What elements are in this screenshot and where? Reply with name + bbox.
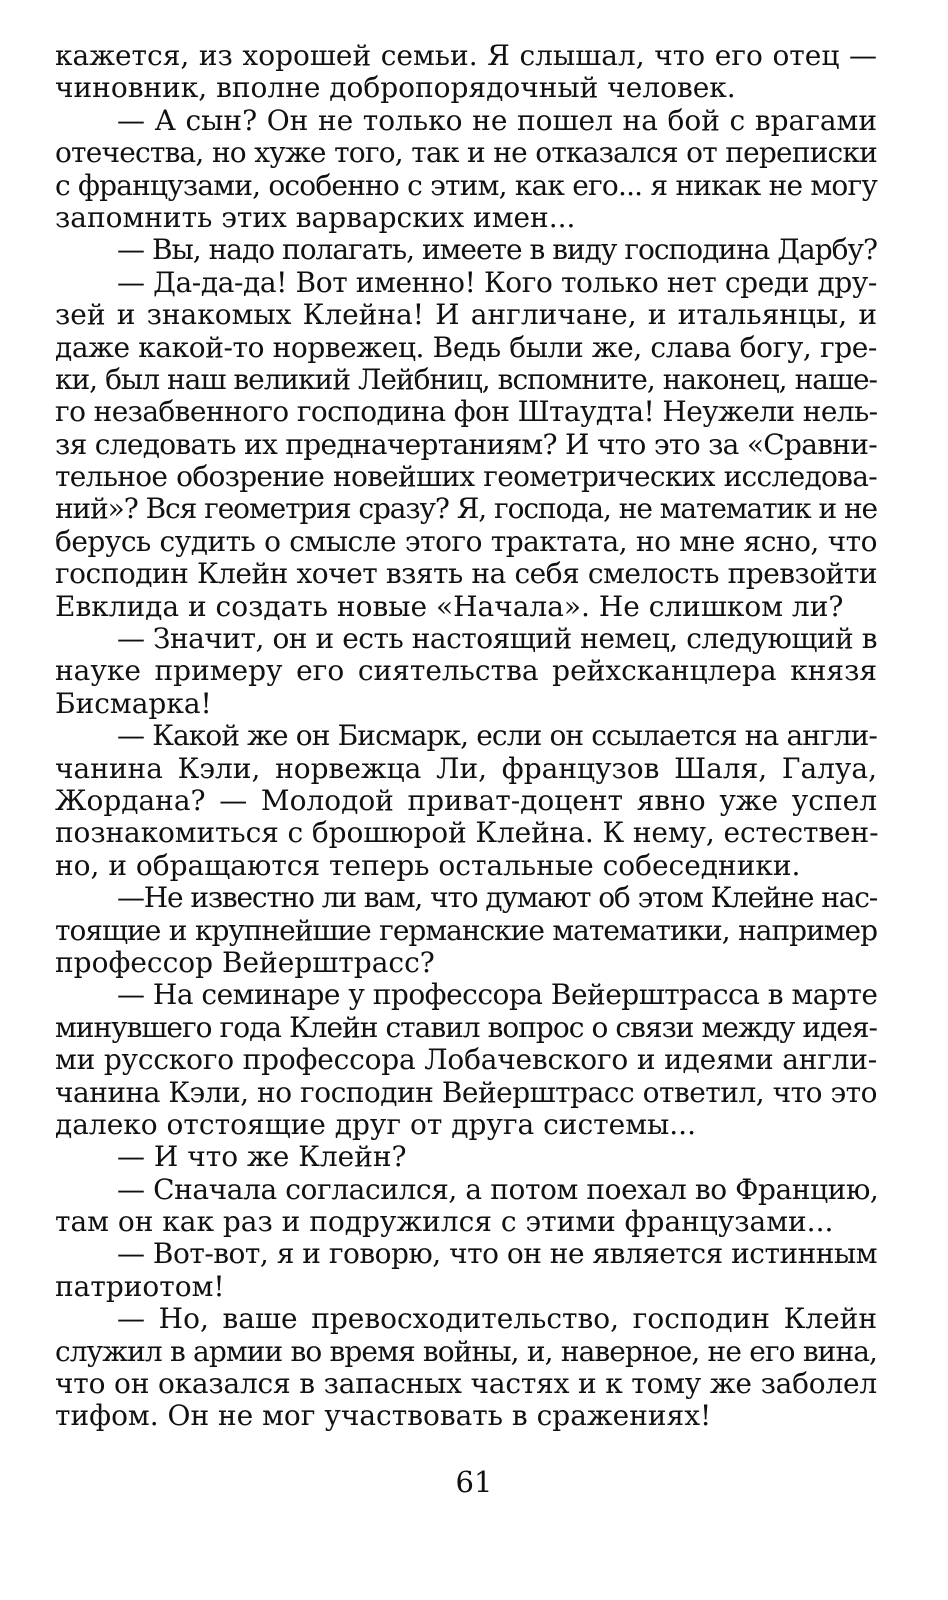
paragraph [55,1303,877,1433]
text-line: науке примеру его сиятельства рейхсканцлера князя [55,654,877,688]
text-line: — И что же Клейн? [117,1140,407,1174]
paragraph [55,40,877,105]
paragraph [55,1238,877,1303]
text-line: — Вы, надо полагать, имеете в виду господина Дарбу? [117,233,877,267]
text-line: чанина Кэли, норвежца Ли, французов Шаля, Галуа, [55,751,877,785]
text-line: тоящие и крупнейшие германские математики, например [55,913,877,947]
paragraph [55,105,877,235]
paragraph [55,623,877,720]
text-line: берусь судить о смысле этого трактата, но мне ясно, что [55,524,877,558]
paragraph [55,882,877,979]
text-line: зей и знакомых Клейна! И англичане, и итальянцы, и [55,298,877,332]
text-line: что он оказался в запасных частях и к тому же заболел [55,1367,877,1401]
text-line: запомнить этих варварских имен... [55,200,576,234]
paragraph [55,979,877,1141]
paragraph [55,1174,877,1239]
text-line: познакомиться с брошюрой Клейна. К нему, естествен- [55,816,879,850]
text-line: — Какой же он Бисмарк, если он ссылается на англи- [117,719,877,753]
text-line: далеко отстоящие друг от друга системы... [55,1107,696,1141]
text-line: — А сын? Он не только не пошел на бой с врагами [117,103,877,137]
text-line: патриотом! [55,1269,225,1303]
paragraph [55,720,877,882]
text-line: — Вот-вот, я и говорю, что он не является истинным [117,1237,877,1271]
text-line: — Но, ваше превосходительство, господин Клейн [117,1302,877,1336]
text-line: — На семинаре у профессора Вейерштрасса в марте [117,978,878,1012]
page-number: 61 [455,1465,493,1499]
text-line: служил в армии во время войны, и, наверное, не его вина, [55,1334,877,1368]
text-line: минувшего года Клейн ставил вопрос о связи между идея- [55,1010,877,1044]
text-line: —Не известно ли вам, что думают об этом Клейне нас- [117,881,877,915]
text-line: Евклида и создать новые «Начала». Не слишком ли? [55,589,844,623]
text-line: там он как раз и подружился с этими французами... [55,1205,834,1239]
text-line: профессор Вейерштрасс? [55,945,435,979]
text-line: но, и обращаются теперь остальные собеседники. [55,848,801,882]
body-text [55,40,877,1433]
text-line: — Сначала согласился, а потом поехал во Францию, [117,1172,879,1206]
text-line: Жордана? — Молодой приват-доцент явно уже успел [55,783,877,817]
text-line: чиновник, вполне добропорядочный человек. [55,71,736,105]
paragraph [55,234,877,266]
text-line: — Да-да-да! Вот именно! Кого только нет среди дру- [117,265,877,299]
text-line: тельное обозрение новейших геометрических исследова- [55,460,877,494]
text-line: зя следовать их предначертаниям? И что это за «Сравни- [55,427,877,461]
text-line: ний»? Вся геометрия сразу? Я, господа, не математик и не [55,492,877,526]
text-line: господин Клейн хочет взять на себя смелость превзойти [55,557,877,591]
paragraph [55,1141,877,1173]
text-line: кажется, из хорошей семьи. Я слышал, что его отец — [55,39,877,72]
text-line: чанина Кэли, но господин Вейерштрасс ответил, что это [55,1075,877,1109]
text-line: даже какой-то норвежец. Ведь были же, слава богу, гре- [55,330,877,364]
text-line: Бисмарка! [55,686,212,720]
text-line: ми русского профессора Лобачевского и идеями англи- [55,1043,877,1077]
paragraph [55,267,877,623]
text-line: — Значит, он и есть настоящий немец, следующий в [117,622,877,656]
text-line: тифом. Он не мог участвовать в сражениях! [55,1399,712,1433]
text-line: с французами, особенно с этим, как его... я никак не могу [55,168,877,202]
text-line: отечества, но хуже того, так и не отказался от переписки [55,136,877,170]
text-line: ки, был наш великий Лейбниц, вспомните, наконец, наше- [55,362,877,396]
text-line: го незабвенного господина фон Штаудта! Неужели нель- [55,395,878,429]
